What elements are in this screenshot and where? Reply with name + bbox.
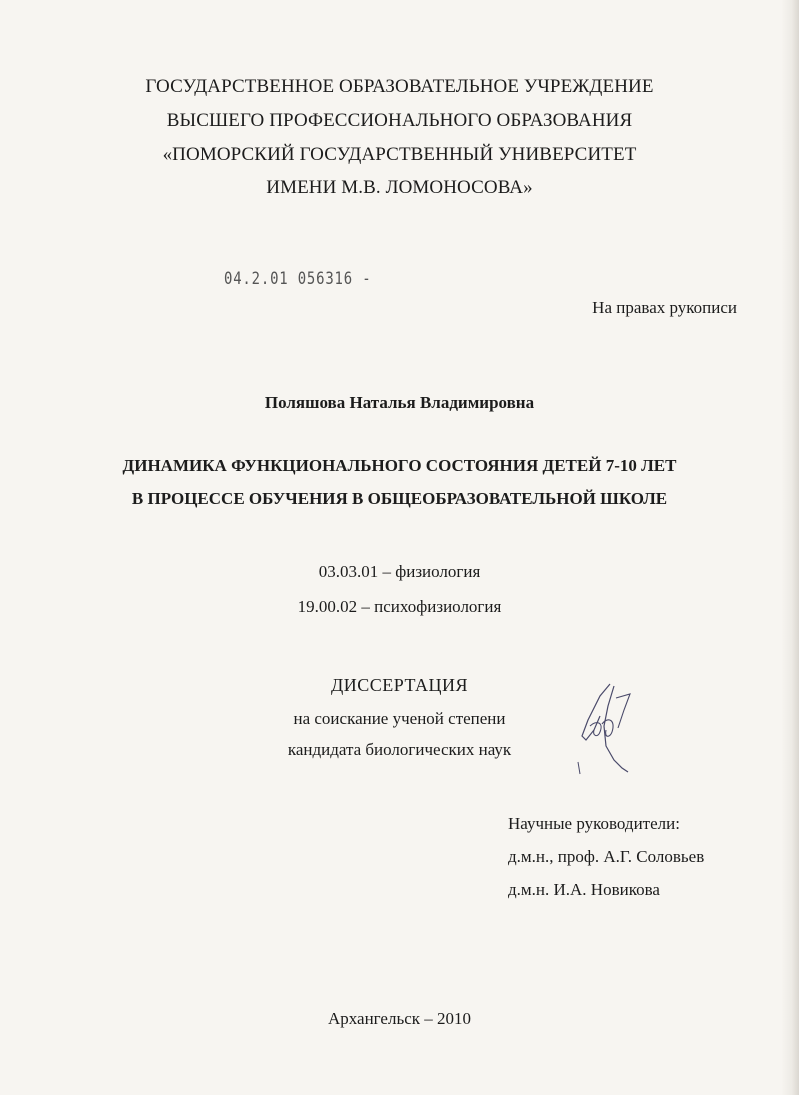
institution-line-2: ВЫСШЕГО ПРОФЕССИОНАЛЬНОГО ОБРАЗОВАНИЯ [166,110,633,131]
institution-line-1: ГОСУДАРСТВЕННОЕ ОБРАЗОВАТЕЛЬНОЕ УЧРЕЖДЕНИЕ [145,76,654,97]
degree-purpose: на соискание ученой степени [293,709,506,728]
specialty-2: 19.00.02 – психофизиология [297,597,502,616]
thesis-title-line-2: В ПРОЦЕССЕ ОБУЧЕНИЯ В ОБЩЕОБРАЗОВАТЕЛЬНОЙ ШКОЛЕ [131,489,668,508]
supervisor-1: д.м.н., проф. А.Г. Соловьев [508,847,705,866]
degree-name: кандидата биологических наук [287,740,512,759]
institution-line-4: ИМЕНИ М.В. ЛОМОНОСОВА» [266,177,533,198]
registration-stamp-number: 04.2.01 056316 - [224,269,372,289]
city-year: Архангельск – 2010 [327,1009,472,1028]
supervisor-2: д.м.н. И.А. Новикова [508,880,660,899]
author-name: Поляшова Наталья Владимировна [264,393,535,412]
supervisors-heading: Научные руководители: [508,814,680,833]
signature-mark [570,676,642,780]
specialty-1: 03.03.01 – физиология [318,562,481,581]
page-edge-shadow [781,0,799,1095]
thesis-title-line-1: ДИНАМИКА ФУНКЦИОНАЛЬНОГО СОСТОЯНИЯ ДЕТЕЙ 7-10 ЛЕТ [122,456,677,475]
rights-note: На правах рукописи [592,298,737,317]
institution-line-3: «ПОМОРСКИЙ ГОСУДАРСТВЕННЫЙ УНИВЕРСИТЕТ [162,144,637,165]
dissertation-type: ДИССЕРТАЦИЯ [330,675,469,695]
